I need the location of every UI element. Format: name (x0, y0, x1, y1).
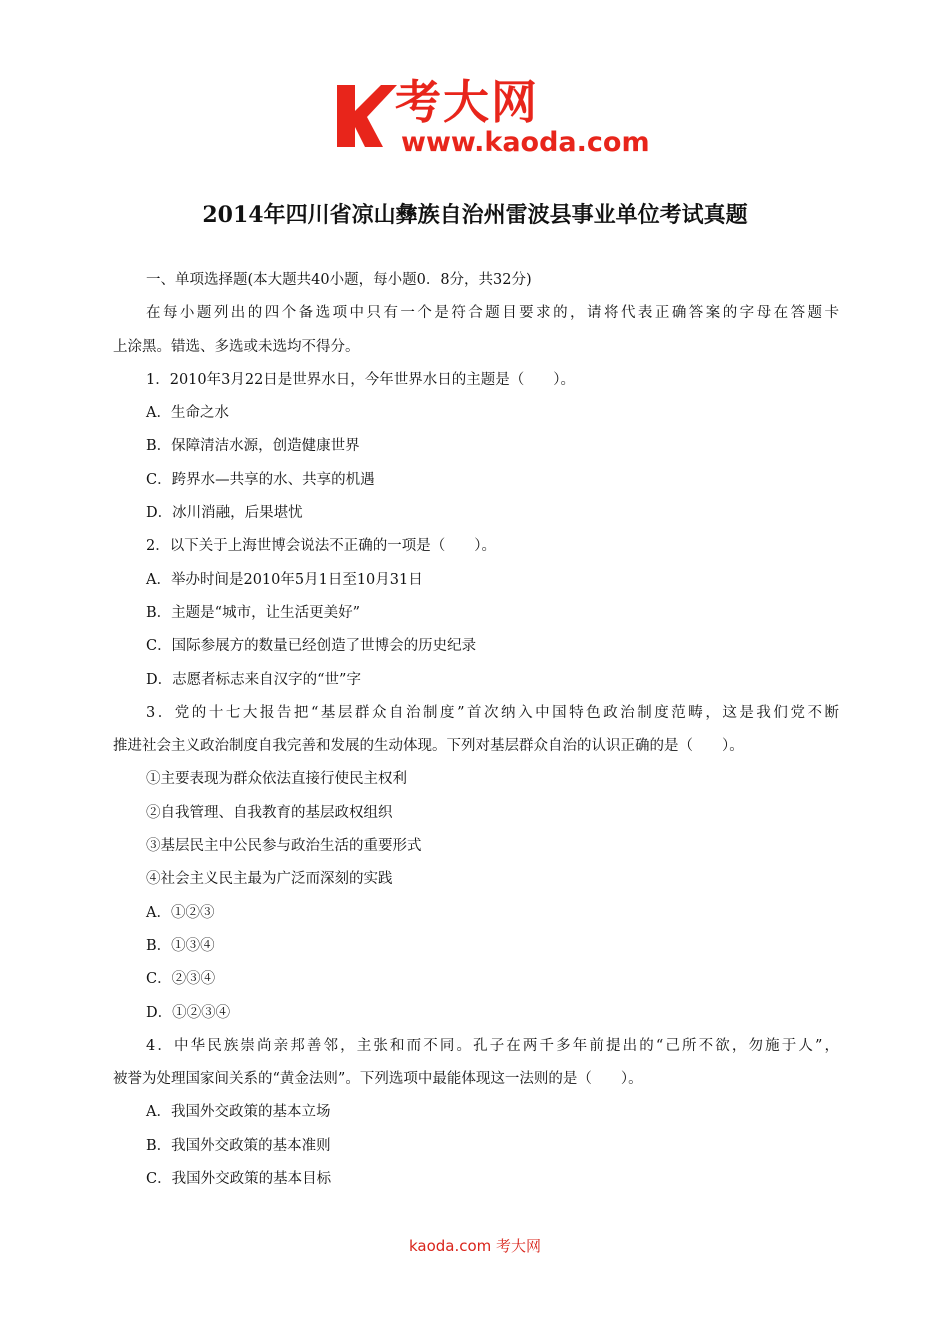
text-line: A．生命之水 (146, 405, 229, 422)
k-logo-icon (333, 81, 403, 151)
text-line: A．举办时间是2010年5月1日至10月31日 (146, 571, 423, 588)
text-line: A．我国外交政策的基本立场 (146, 1104, 331, 1121)
footer-brand: kaoda.com 考大网 (408, 1237, 542, 1255)
text-line: C．跨界水—共享的水、共享的机遇 (146, 471, 375, 488)
text-line: C．②③④ (146, 971, 216, 988)
text-line: A．①②③ (146, 904, 215, 921)
text-line: 推进社会主义政治制度自我完善和发展的生动体现。下列对基层群众自治的认识正确的是（ ）。 (113, 738, 744, 755)
text-line: ①主要表现为群众依法直接行使民主权利 (146, 771, 407, 788)
page-title: 2014年四川省凉山彝族自治州雷波县事业单位考试真题 (202, 202, 748, 228)
text-line: D．冰川消融，后果堪忧 (146, 505, 303, 522)
text-line: 被誉为处理国家间关系的“黄金法则”。下列选项中最能体现这一法则的是（ ）。 (113, 1071, 643, 1088)
logo-brand-name: 考大网 (395, 75, 539, 129)
text-line: B．保障清洁水源，创造健康世界 (146, 438, 360, 455)
text-line: 2．以下关于上海世博会说法不正确的一项是（ ）。 (146, 538, 496, 555)
text-line: C．我国外交政策的基本目标 (146, 1171, 332, 1188)
kaoda-logo (333, 75, 653, 165)
logo-brand-url: www.kaoda.com (401, 127, 650, 158)
text-line: B．我国外交政策的基本准则 (146, 1137, 331, 1154)
text-line: 一、单项选择题(本大题共40小题，每小题0．8分，共32分) (146, 272, 532, 288)
text-line: C．国际参展方的数量已经创造了世博会的历史纪录 (146, 638, 477, 655)
text-line: 3．党的十七大报告把“基层群众自治制度”首次纳入中国特色政治制度范畴，这是我们党不断 (146, 704, 839, 721)
text-line: ③基层民主中公民参与政治生活的重要形式 (146, 838, 422, 855)
text-line: 1．2010年3月22日是世界水日，今年世界水日的主题是（ ）。 (146, 371, 576, 388)
text-line: 在每小题列出的四个备选项中只有一个是符合题目要求的，请将代表正确答案的字母在答题卡 (146, 305, 839, 322)
exam-content (113, 264, 839, 1196)
text-line: ④社会主义民主最为广泛而深刻的实践 (146, 871, 393, 888)
text-line: 4．中华民族崇尚亲邦善邻，主张和而不同。孔子在两千多年前提出的“己所不欲，勿施于人”， (146, 1037, 839, 1054)
text-line: B．①③④ (146, 937, 215, 954)
text-line: B．主题是“城市，让生活更美好” (146, 604, 360, 621)
text-line: D．①②③④ (146, 1004, 231, 1021)
text-line: 上涂黑。错选、多选或未选均不得分。 (113, 338, 360, 355)
text-line: ②自我管理、自我教育的基层政权组织 (146, 804, 393, 821)
text-line: D．志愿者标志来自汉字的“世”字 (146, 671, 361, 688)
